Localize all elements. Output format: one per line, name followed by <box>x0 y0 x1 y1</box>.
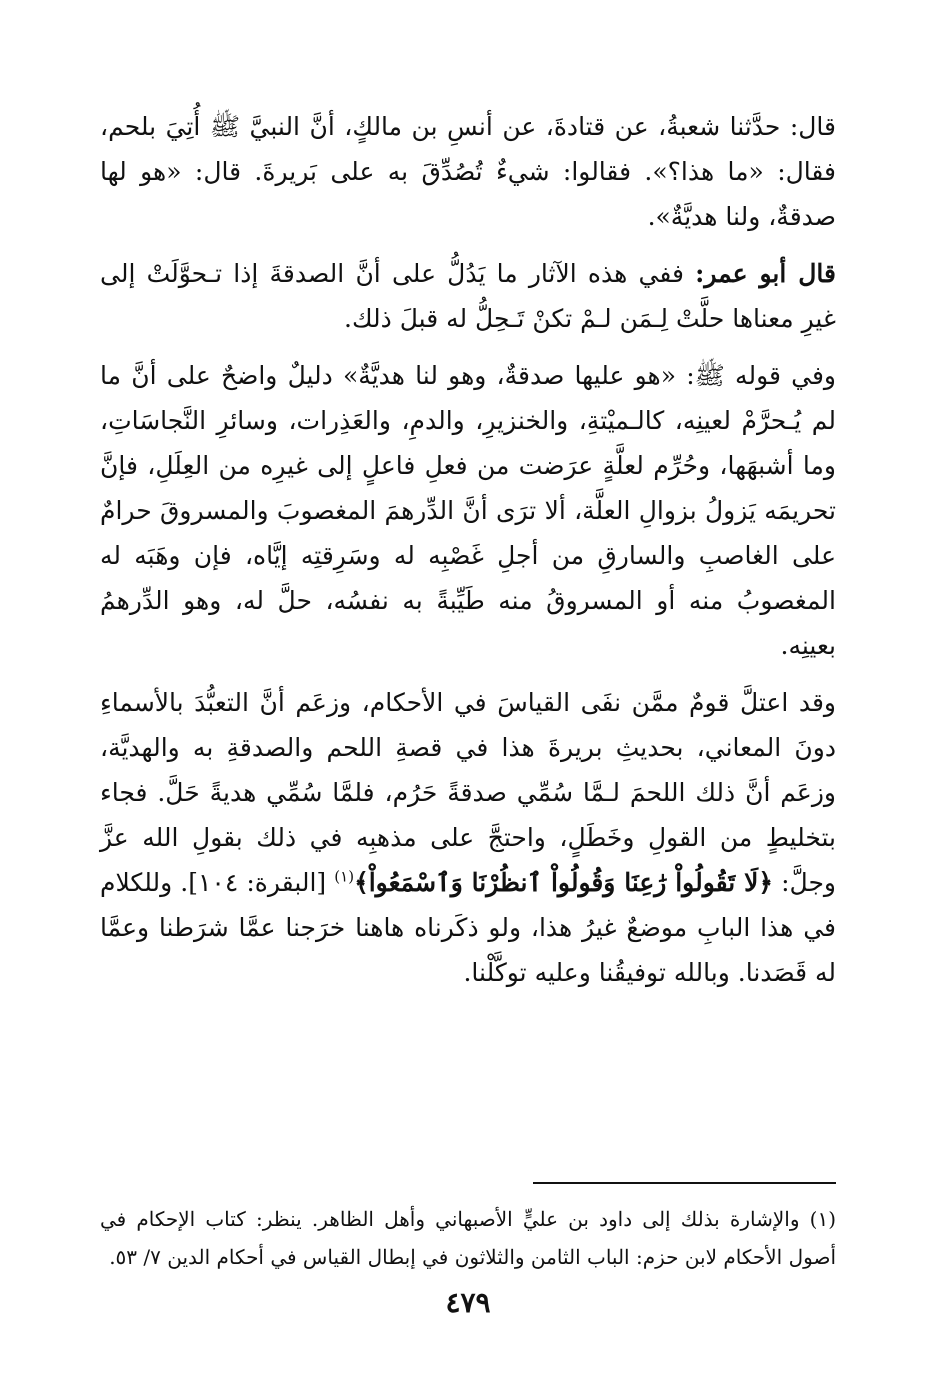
paragraph-abu-umar <box>100 251 836 341</box>
paragraph-lead: قال أبو عمر: <box>695 259 836 288</box>
page-number: ٤٧٩ <box>445 1286 491 1319</box>
paragraph-qiyas <box>100 680 836 995</box>
paragraph-hadith: قال: حدَّثنا شعبةُ، عن قتادةَ، عن أنسِ بن مالكٍ، أنَّ النبيَّ ﷺ أُتِيَ بلحم، فقال: «ما هذا؟». فقالوا: شيءٌ تُصُدِّقَ به على بَريرةَ. قال: «هو لها صدقةٌ، ولنا هديَّةٌ». <box>100 112 836 231</box>
paragraph-commentary: وفي قوله ﷺ: «هو عليها صدقةٌ، وهو لنا هديَّةٌ» دليلٌ واضحٌ على أنَّ ما لم يُـحرَّمْ لعينِه، كالـميْتةِ، والخنزيرِ، والدمِ، والعَذِرات، وسائرِ النَّجاسَاتِ، وما أشبهَها، وحُرِّم لعلَّةٍ عرَضت من فعلِ فاعلٍ إلى غيرِه من العِلَلِ، فإنَّ تحريمَه يَزولُ بزوالِ العلَّة، ألا ترَى أنَّ الدِّرهمَ المغصوبَ والمسروقَ حرامٌ على الغاصبِ والسارقِ من أجلِ غَصْبِه له وسَرِقتِه إيَّاه، فإن وهَبَه له المغصوبُ منه أو المسروقُ منه طَيِّبةً به نفسُه، حلَّ له، وهو الدِّرهمُ بعينِه. <box>100 361 836 660</box>
paragraph-part-a: وقد اعتلَّ قومٌ ممَّن نفَى القياسَ في الأحكام، وزعَم أنَّ التعبُّدَ بالأسماءِ دونَ المعاني، بحديثِ بريرةَ هذا في قصةِ اللحم والصدقةِ به والهديَّة، وزعَم أنَّ ذلك اللحمَ لـمَّا سُمِّي صدقةً حَرُم، فلمَّا سُمِّي هديةً حَلَّ. فجاء بتخليطٍ من القولِ وخَطَلٍ، واحتجَّ على مذهبِه في ذلك بقولِ الله عزَّ وجلَّ: <box>100 688 836 897</box>
paragraph-part-b: [البقرة: ١٠٤]. وللكلام في هذا البابِ موضعٌ غيرُ هذا، ولو ذكَرناه هاهنا خرَجنا عمَّا شرَطنا وعمَّا له قَصَدنا. وبالله توفيقُنا وعليه توكَّلْنا. <box>100 868 836 987</box>
footnote-separator <box>533 1182 836 1184</box>
paragraph-body: ففي هذه الآثار ما يَدُلُّ على أنَّ الصدقةَ إذا تـحوَّلَتْ إلى غيرِ معناها حلَّتْ لِـمَن لـمْ تكنْ تَـحِلُّ له قبلَ ذلك. <box>100 259 836 333</box>
main-text <box>100 104 836 1007</box>
footnote: (١) والإشارة بذلك إلى داود بن عليٍّ الأصبهاني وأهل الظاهر. ينظر: كتاب الإحكام في أصول الأحكام لابن حزم: الباب الثامن والثلاثون في إبطال القياس في أحكام الدين ٧/ ٥٣. <box>100 1207 836 1269</box>
quran-verse: ﴿لَا تَقُولُواْ رَٰعِنَا وَقُولُواْ ٱنظُرْنَا وَٱسْمَعُواْ﴾ <box>354 868 773 897</box>
footnote-marker: (١) <box>334 867 355 886</box>
